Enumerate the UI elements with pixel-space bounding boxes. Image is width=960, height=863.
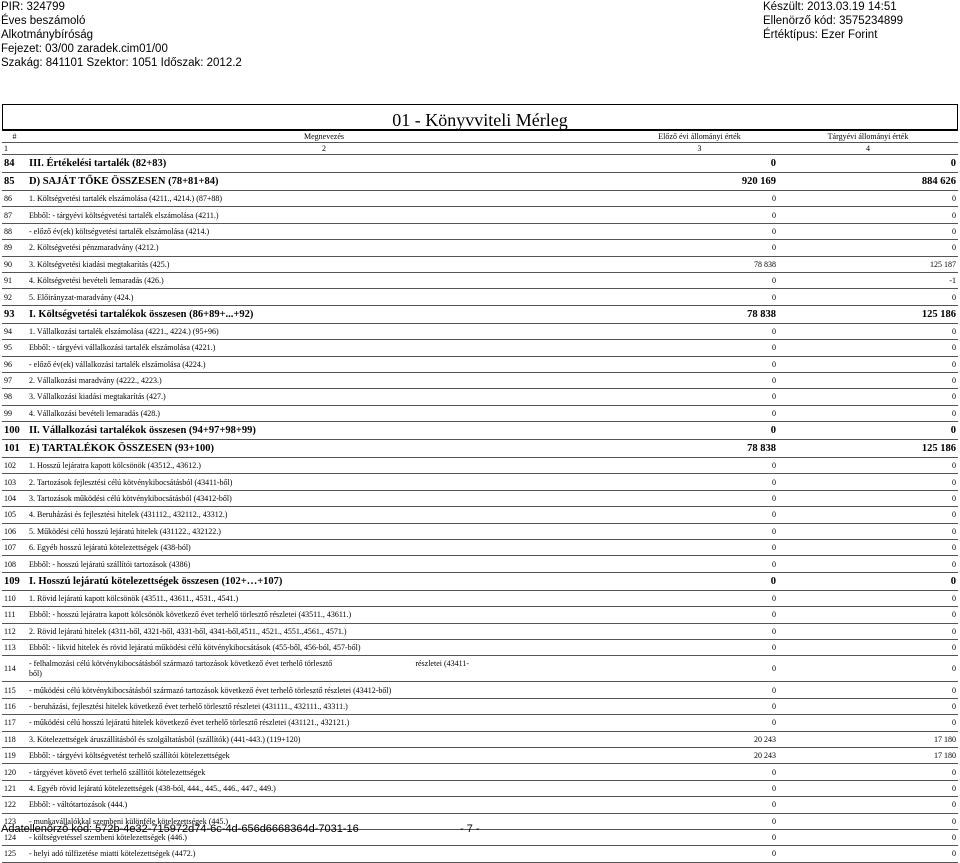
table-row [2,173,958,191]
colnum-2: 2 [27,143,621,155]
row-prev-value: 0 [621,458,778,474]
row-label: 4. Beruházási és fejlesztési hitelek (431112., 432112., 43312.) [27,507,621,523]
row-label: III. Értékelési tartalék (82+83) [27,155,621,173]
row-label: 3. Vállalkozási kiadási megtakarítás (427.) [27,389,621,405]
row-number: 89 [2,240,27,256]
table-row [2,780,958,796]
table-row [2,764,958,780]
table-row [2,372,958,388]
row-curr-value: 0 [778,490,958,506]
header-right-line: Értéktípus: Ezer Forint [763,29,878,41]
row-number: 122 [2,797,27,813]
header-left [1,0,242,70]
row-prev-value: 0 [621,682,778,698]
row-label: - helyi adó túlfizetése miatti kötelezettségek (4472.) [27,846,621,862]
table-row [2,682,958,698]
page-number: - 7 - [460,823,480,835]
row-label: 4. Egyéb rövid lejáratú kötelezettségek (438-ból, 444., 445., 446., 447., 449.) [27,780,621,796]
row-prev-value: 0 [621,639,778,655]
balance-table [2,130,958,863]
row-number: 98 [2,389,27,405]
table-row [2,389,958,405]
col-header-curr: Tárgyévi állományi érték [778,131,958,143]
row-curr-value: 0 [778,639,958,655]
table-row [2,340,958,356]
row-prev-value: 0 [621,272,778,288]
table-row [2,440,958,458]
header-left-line: Szakág: 841101 Szektor: 1051 Időszak: 2012.2 [1,57,242,69]
row-prev-value: 78 838 [621,256,778,272]
row-prev-value: 20 243 [621,731,778,747]
table-row [2,323,958,339]
row-prev-value: 0 [621,607,778,623]
header-left-line: Alkotmánybíróság [1,29,94,41]
row-prev-value: 0 [621,780,778,796]
row-prev-value: 0 [621,289,778,305]
header-right-line: Ellenörző kód: 3575234899 [763,15,904,27]
row-number: 88 [2,223,27,239]
row-label: Ebből: - likvid hitelek és rövid lejáratú működési célú kötvénykibocsátások (455-ből, 456-ból, 457-ből) [27,639,621,655]
row-label: 4. Vállalkozási bevételi lemaradás (428.) [27,405,621,421]
row-curr-value: 0 [778,389,958,405]
table-row [2,207,958,223]
row-label: - előző év(ek) költségvetési tartalék elszámolása (4214.) [27,223,621,239]
table-row [2,590,958,606]
table-header-row [2,131,958,143]
row-curr-value: 0 [778,523,958,539]
row-number: 84 [2,155,27,173]
row-curr-value: 0 [778,240,958,256]
table-row [2,747,958,763]
report-header [0,0,960,84]
row-number: 114 [2,656,27,682]
table-row [2,846,958,862]
row-label: - működési célú kötvénykibocsátásból származó tartozások következő évet terhelő törlesztő részletei (43412-ből) [27,682,621,698]
row-number: 97 [2,372,27,388]
row-curr-value: 0 [778,458,958,474]
table-row [2,240,958,256]
row-prev-value: 0 [621,323,778,339]
row-prev-value: 0 [621,556,778,572]
row-prev-value: 0 [621,623,778,639]
table-row [2,289,958,305]
row-curr-value: 0 [778,698,958,714]
table-row [2,191,958,207]
row-curr-value: 0 [778,507,958,523]
row-prev-value: 0 [621,372,778,388]
row-number: 110 [2,590,27,606]
footer-code: Adatellenőrző kód: 572b-4e32-715972d74-6c-4d-656d6668364d-7031-16 [1,823,359,835]
col-header-name: Megnevezés [27,131,621,143]
row-curr-value: 0 [778,797,958,813]
row-label-part: - felhalmozási célú kötvénykibocsátásból származó tartozások következő évet terhelő törlesztő [29,658,333,668]
table-row [2,272,958,288]
row-curr-value: 0 [778,223,958,239]
table-row [2,731,958,747]
row-number: 113 [2,639,27,655]
table-row [2,572,958,590]
row-label: 3. Tartozások működési célú kötvénykibocsátásból (43412-ből) [27,490,621,506]
table-row [2,523,958,539]
row-curr-value: 0 [778,813,958,829]
row-label-part: ből) [29,668,42,678]
colnum-1: 1 [2,143,27,155]
row-label: I. Hosszú lejáratú kötelezettségek összesen (102+…+107) [27,572,621,590]
row-number: 104 [2,490,27,506]
row-prev-value: 0 [621,764,778,780]
row-number: 120 [2,764,27,780]
row-prev-value: 0 [621,340,778,356]
row-label: Ebből: - hosszú lejáratra kapott kölcsönök következő évet terhelő törlesztő részletei (43511., 43611.) [27,607,621,623]
row-curr-value: 125 187 [778,256,958,272]
row-prev-value: 0 [621,656,778,682]
row-number: 87 [2,207,27,223]
table-row [2,656,958,682]
row-prev-value: 78 838 [621,305,778,323]
row-number: 107 [2,540,27,556]
row-label: - előző év(ek) vállalkozási tartalék elszámolása (4224.) [27,356,621,372]
row-label: E) TARTALÉKOK ÖSSZESEN (93+100) [27,440,621,458]
row-label: 1. Költségvetési tartalék elszámolása (4211., 4214.) (87+88) [27,191,621,207]
row-prev-value: 0 [621,191,778,207]
row-number: 116 [2,698,27,714]
row-label: 2. Tartozások fejlesztési célú kötvénykibocsátásból (43411-ből) [27,474,621,490]
row-number: 109 [2,572,27,590]
row-prev-value: 0 [621,540,778,556]
row-number: 108 [2,556,27,572]
row-prev-value: 0 [621,405,778,421]
row-prev-value: 0 [621,829,778,845]
row-label: II. Vállalkozási tartalékok összesen (94+97+98+99) [27,422,621,440]
row-label: 1. Vállalkozási tartalék elszámolása (4221., 4224.) (95+96) [27,323,621,339]
row-label: 4. Költségvetési bevételi lemaradás (426.) [27,272,621,288]
table-row [2,155,958,173]
row-number: 117 [2,715,27,731]
row-number: 86 [2,191,27,207]
row-label: - munkavállalókkal szembeni különféle kötelezettségek (445.) [27,813,621,829]
row-number: 90 [2,256,27,272]
table-row [2,490,958,506]
row-prev-value: 0 [621,698,778,714]
row-label: I. Költségvetési tartalékok összesen (86+89+...+92) [27,305,621,323]
header-left-line: Fejezet: 03/00 zaradek.cim01/00 [1,43,168,55]
row-label: 1. Rövid lejáratú kapott kölcsönök (43511., 43611., 4531., 4541.) [27,590,621,606]
row-number: 101 [2,440,27,458]
row-prev-value: 0 [621,507,778,523]
table-row [2,422,958,440]
row-number: 100 [2,422,27,440]
row-label: Ebből: - tárgyévi költségvetési tartalék elszámolása (4211.) [27,207,621,223]
col-header-prev: Előző évi állományi érték [621,131,778,143]
row-curr-value: 0 [778,289,958,305]
row-curr-value: 125 186 [778,305,958,323]
row-curr-value: 0 [778,556,958,572]
row-label: Ebből: - hosszú lejáratú szállítói tartozások (4386) [27,556,621,572]
header-left-line: PIR: 324799 [1,1,65,13]
row-number: 111 [2,607,27,623]
colnum-4: 4 [778,143,958,155]
row-label: Ebből: - váltótartozások (444.) [27,797,621,813]
row-curr-value: 0 [778,540,958,556]
row-label: 1. Hosszú lejáratra kapott kölcsönök (43512., 43612.) [27,458,621,474]
table-row [2,305,958,323]
row-label [27,656,621,682]
row-curr-value: 0 [778,207,958,223]
table-row [2,698,958,714]
row-label: - beruházási, fejlesztési hitelek következő évet terhelő törlesztő részletei (431111., 432111., 43311.) [27,698,621,714]
table-colnum-row [2,143,958,155]
table-row [2,715,958,731]
report-title: 01 - Könyvviteli Mérleg [2,104,958,130]
table-row [2,405,958,421]
row-label: - költségvetéssel szembeni kötelezettségek (446.) [27,829,621,845]
row-prev-value: 0 [621,240,778,256]
row-prev-value: 0 [621,715,778,731]
row-number: 119 [2,747,27,763]
row-curr-value: 0 [778,780,958,796]
row-curr-value: 0 [778,572,958,590]
row-label: 6. Egyéb hosszú lejáratú kötelezettségek (438-ból) [27,540,621,556]
row-number: 94 [2,323,27,339]
row-prev-value: 0 [621,207,778,223]
row-curr-value: -1 [778,272,958,288]
row-number: 105 [2,507,27,523]
row-prev-value: 920 169 [621,173,778,191]
row-curr-value: 884 626 [778,173,958,191]
row-label-part: részletei (43411- [415,658,469,668]
row-curr-value: 0 [778,191,958,207]
row-prev-value: 0 [621,797,778,813]
row-prev-value: 0 [621,223,778,239]
row-curr-value: 0 [778,155,958,173]
row-number: 118 [2,731,27,747]
table-row [2,256,958,272]
row-curr-value: 0 [778,590,958,606]
row-curr-value: 0 [778,656,958,682]
row-prev-value: 0 [621,155,778,173]
row-number: 102 [2,458,27,474]
row-number: 85 [2,173,27,191]
col-header-num: # [2,131,27,143]
row-prev-value: 0 [621,474,778,490]
row-curr-value: 0 [778,474,958,490]
header-right-line: Készült: 2013.03.19 14:51 [763,1,897,13]
row-prev-value: 0 [621,356,778,372]
row-curr-value: 0 [778,422,958,440]
row-curr-value: 0 [778,715,958,731]
row-label: 3. Kötelezettségek áruszállításból és szolgáltatásból (szállítók) (441-443.) (119+120) [27,731,621,747]
row-curr-value: 0 [778,764,958,780]
row-number: 106 [2,523,27,539]
row-curr-value: 17 180 [778,731,958,747]
row-label: 2. Rövid lejáratú hitelek (4311-ből, 4321-ből, 4331-ből, 4341-ből,4511., 4521., 4551.,4561., 4571.) [27,623,621,639]
row-curr-value: 0 [778,356,958,372]
row-curr-value: 0 [778,623,958,639]
table-row [2,507,958,523]
header-left-line: Éves beszámoló [1,15,86,27]
row-prev-value: 20 243 [621,747,778,763]
table-row [2,356,958,372]
table-row [2,540,958,556]
row-label: - működési célú hosszú lejáratú hitelek következő évet terhelő törlesztő részletei (431121., 432121.) [27,715,621,731]
row-curr-value: 0 [778,682,958,698]
row-label: 2. Költségvetési pénzmaradvány (4212.) [27,240,621,256]
row-number: 92 [2,289,27,305]
row-label: 5. Működési célú hosszú lejáratú hitelek (431122., 432122.) [27,523,621,539]
row-curr-value: 125 186 [778,440,958,458]
row-curr-value: 17 180 [778,747,958,763]
row-label: - tárgyévet követő évet terhelő szállítói kötelezettségek [27,764,621,780]
row-prev-value: 0 [621,590,778,606]
row-curr-value: 0 [778,405,958,421]
row-label: 5. Előirányzat-maradvány (424.) [27,289,621,305]
row-prev-value: 0 [621,572,778,590]
table-row [2,556,958,572]
row-prev-value: 0 [621,389,778,405]
table-row [2,458,958,474]
row-number: 125 [2,846,27,862]
header-right [763,0,903,42]
row-label: D) SAJÁT TŐKE ÖSSZESEN (78+81+84) [27,173,621,191]
row-prev-value: 0 [621,523,778,539]
row-curr-value: 0 [778,323,958,339]
row-number: 112 [2,623,27,639]
row-number: 91 [2,272,27,288]
row-number: 95 [2,340,27,356]
row-number: 99 [2,405,27,421]
row-prev-value: 0 [621,490,778,506]
row-curr-value: 0 [778,372,958,388]
row-number: 123 [2,813,27,829]
row-prev-value: 78 838 [621,440,778,458]
row-label: 3. Költségvetési kiadási megtakarítás (425.) [27,256,621,272]
table-row [2,797,958,813]
row-number: 93 [2,305,27,323]
row-number: 103 [2,474,27,490]
row-curr-value: 0 [778,340,958,356]
row-number: 124 [2,829,27,845]
row-label: Ebből: - tárgyévi vállalkozási tartalék elszámolása (4221.) [27,340,621,356]
row-curr-value: 0 [778,607,958,623]
row-prev-value: 0 [621,846,778,862]
table-row [2,623,958,639]
row-prev-value: 0 [621,813,778,829]
row-number: 115 [2,682,27,698]
row-number: 96 [2,356,27,372]
colnum-3: 3 [621,143,778,155]
row-curr-value: 0 [778,829,958,845]
row-number: 121 [2,780,27,796]
table-row [2,474,958,490]
table-row [2,223,958,239]
row-prev-value: 0 [621,422,778,440]
table-row [2,639,958,655]
table-row [2,607,958,623]
row-label: Ebből: - tárgyévi költségvetést terhelő szállítói kötelezettségek [27,747,621,763]
row-label: 2. Vállalkozási maradvány (4222., 4223.) [27,372,621,388]
row-curr-value: 0 [778,846,958,862]
